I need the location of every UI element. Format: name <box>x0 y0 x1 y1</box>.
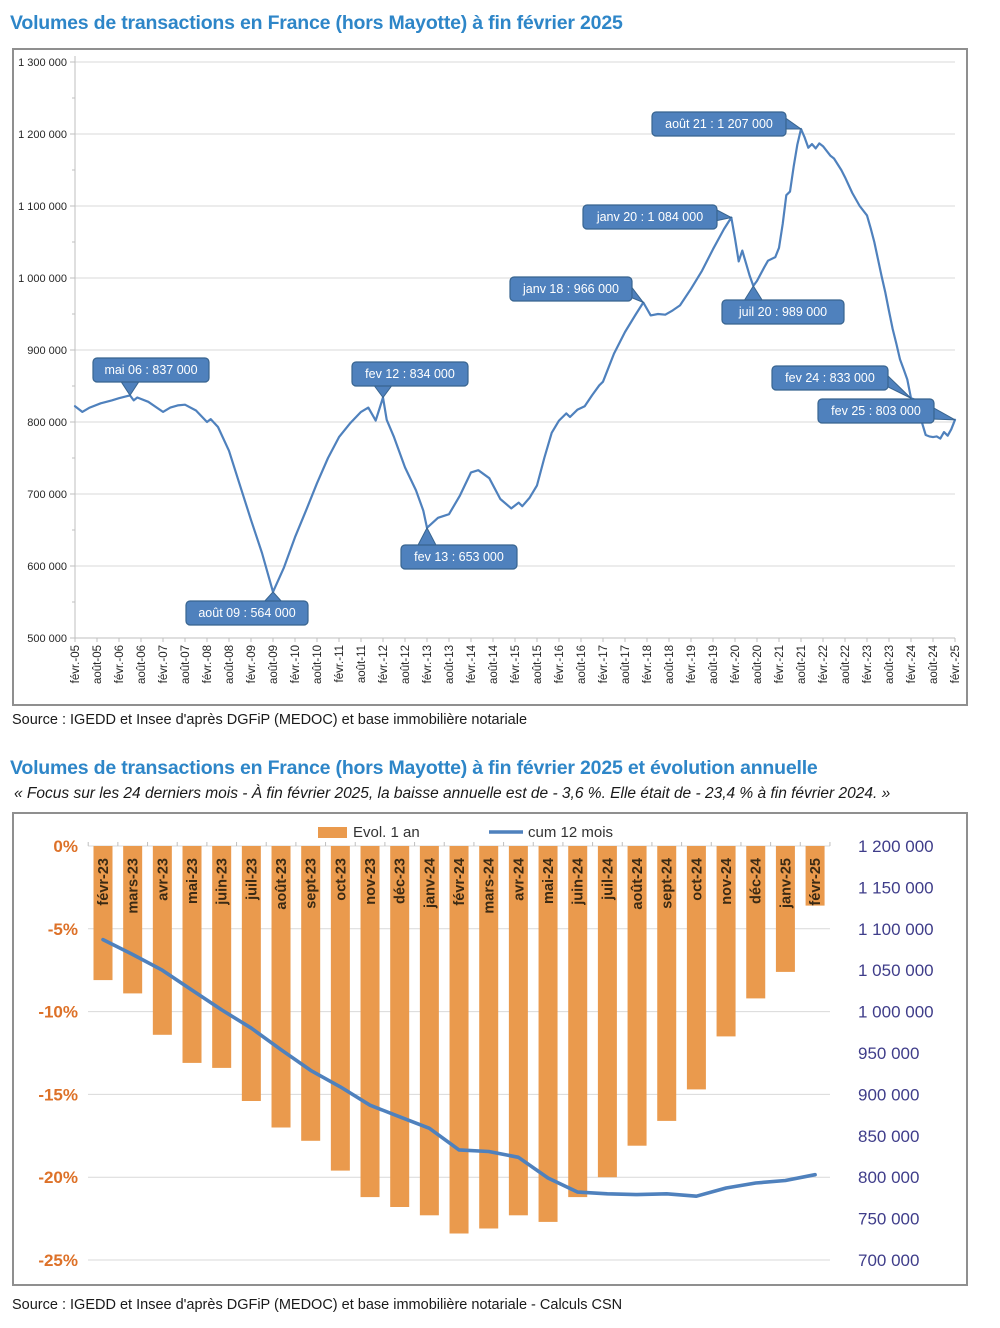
x-tick-label: févr.-22 <box>818 645 830 684</box>
bar-category-label: janv-24 <box>422 858 439 908</box>
left-axis-label: 0% <box>53 837 78 856</box>
legend-bar-swatch <box>318 827 347 838</box>
annotation-label: mai 06 : 837 000 <box>104 363 198 377</box>
x-tick-label: août-06 <box>136 645 148 685</box>
x-tick-label: févr.-08 <box>202 645 214 684</box>
x-tick-label: févr.-21 <box>774 645 786 684</box>
bar-category-label: févr-24 <box>452 858 469 906</box>
x-tick-label: août-09 <box>268 645 280 685</box>
left-axis-label: -15% <box>38 1085 78 1105</box>
x-tick-label: août-05 <box>92 645 104 685</box>
x-tick-label: févr.-13 <box>422 645 434 684</box>
annotation-label: fev 25 : 803 000 <box>831 404 921 418</box>
bar-category-label: juil-24 <box>600 858 617 900</box>
x-tick-label: août-13 <box>444 645 456 685</box>
right-axis-label: 850 000 <box>858 1126 920 1146</box>
x-tick-label: août-08 <box>224 645 236 685</box>
x-tick-label: août-22 <box>840 645 852 685</box>
bar-category-label: nov-23 <box>363 858 380 905</box>
annotation-label: août 09 : 564 000 <box>198 606 296 620</box>
bar-category-label: févr-23 <box>96 858 112 906</box>
x-tick-label: févr.-25 <box>950 645 962 684</box>
bar-category-label: juin-24 <box>570 858 587 905</box>
legend-line-label: cum 12 mois <box>528 824 614 841</box>
x-tick-label: févr.-20 <box>730 645 742 684</box>
x-tick-label: févr.-17 <box>598 645 610 684</box>
bar-category-label: févr-25 <box>808 858 825 906</box>
evolution-chart <box>12 812 968 1286</box>
right-axis-label: 1 200 000 <box>858 837 934 856</box>
x-tick-label: févr.-15 <box>510 645 522 684</box>
bar-category-label: mai-24 <box>541 858 558 904</box>
right-axis-label: 1 100 000 <box>858 919 934 939</box>
x-tick-label: août-16 <box>576 645 588 685</box>
chart1-source: Source : IGEDD et Insee d'après DGFiP (MEDOC) et base immobilière notariale <box>12 712 528 728</box>
y-tick-label: 700 000 <box>27 489 67 501</box>
bar-category-label: sept-24 <box>659 858 676 909</box>
bar-category-label: mai-23 <box>185 858 202 904</box>
x-tick-label: août-14 <box>488 645 500 685</box>
bar-category-label: oct-23 <box>333 858 350 901</box>
x-tick-label: févr.-07 <box>158 645 170 684</box>
annotation-label: juil 20 : 989 000 <box>738 305 828 319</box>
annotation-label: août 21 : 1 207 000 <box>665 117 773 131</box>
x-tick-label: août-07 <box>180 645 192 685</box>
x-tick-label: févr.-09 <box>246 645 258 684</box>
y-tick-label: 1 100 000 <box>18 201 67 213</box>
annotation-tail <box>417 528 437 547</box>
left-axis-label: -25% <box>38 1251 78 1270</box>
y-tick-label: 500 000 <box>27 633 67 645</box>
left-axis-label: -20% <box>38 1168 78 1188</box>
left-axis-label: -5% <box>47 919 78 939</box>
right-axis-label: 700 000 <box>858 1251 920 1270</box>
bar-category-label: mars-24 <box>481 858 498 914</box>
annotation-label: fev 12 : 834 000 <box>365 367 455 381</box>
annotation-tail <box>932 407 955 420</box>
x-tick-label: févr.-19 <box>686 645 698 684</box>
chart2-subtitle: « Focus sur les 24 derniers mois - À fin février 2025, la baisse annuelle est de - 3,6 %. Elle était de - 23,4 % à fin février 2024. » <box>14 785 891 802</box>
right-axis-label: 800 000 <box>858 1168 920 1188</box>
left-axis-label: -10% <box>38 1002 78 1022</box>
x-tick-label: févr.-16 <box>554 645 566 684</box>
right-axis-label: 1 050 000 <box>858 961 934 981</box>
transactions-volume-chart <box>12 48 968 706</box>
x-tick-label: févr.-11 <box>334 645 346 683</box>
annotation-label: fev 13 : 653 000 <box>414 550 504 564</box>
bar-category-label: août-23 <box>274 858 291 910</box>
x-tick-label: févr.-05 <box>70 645 82 684</box>
x-tick-label: févr.-10 <box>290 645 302 684</box>
bar-category-label: sept-23 <box>303 858 320 909</box>
x-tick-label: août-18 <box>664 645 676 685</box>
x-tick-label: févr.-23 <box>862 645 874 684</box>
bar-category-label: janv-25 <box>778 858 795 908</box>
bar-category-label: juil-23 <box>244 858 261 900</box>
bar-category-label: août-24 <box>630 858 647 910</box>
y-tick-label: 600 000 <box>27 561 67 573</box>
x-tick-label: août-12 <box>400 645 412 685</box>
x-tick-label: févr.-14 <box>466 645 478 684</box>
annotation-label: fev 24 : 833 000 <box>785 371 875 385</box>
bar-category-label: juin-23 <box>214 858 231 905</box>
x-tick-label: août-10 <box>312 645 324 685</box>
x-tick-label: févr.-06 <box>114 645 126 684</box>
bar-category-label: nov-24 <box>719 858 736 905</box>
right-axis-label: 1 000 000 <box>858 1002 934 1022</box>
x-tick-label: août-20 <box>752 645 764 685</box>
x-tick-label: août-23 <box>884 645 896 685</box>
y-tick-label: 1 200 000 <box>18 129 67 141</box>
right-axis-label: 750 000 <box>858 1209 920 1229</box>
x-tick-label: août-24 <box>928 645 940 685</box>
annotation-label: janv 18 : 966 000 <box>523 282 619 296</box>
right-axis-label: 950 000 <box>858 1044 920 1063</box>
legend-bar-label: Evol. 1 an <box>353 824 420 841</box>
x-tick-label: août-15 <box>532 645 544 685</box>
right-axis-label: 1 150 000 <box>858 878 934 898</box>
chart2-source: Source : IGEDD et Insee d'après DGFiP (MEDOC) et base immobilière notariale - Calculs CSN <box>12 1297 623 1313</box>
x-tick-label: août-17 <box>620 645 632 685</box>
bar-category-label: avr-23 <box>155 858 172 901</box>
right-axis-label: 900 000 <box>858 1085 920 1105</box>
bar-category-label: oct-24 <box>689 858 706 901</box>
x-tick-label: févr.-24 <box>906 645 918 684</box>
x-tick-label: août-19 <box>708 645 720 685</box>
x-tick-label: févr.-18 <box>642 645 654 684</box>
annotation-label: janv 20 : 1 084 000 <box>596 210 704 224</box>
x-tick-label: août-21 <box>796 645 808 685</box>
bar-category-label: avr-24 <box>511 858 528 901</box>
bar-category-label: déc-23 <box>392 858 409 904</box>
x-tick-label: févr.-12 <box>378 645 390 684</box>
x-tick-label: août-11 <box>356 645 368 684</box>
bar-category-label: déc-24 <box>748 858 765 904</box>
y-tick-label: 800 000 <box>27 417 67 429</box>
y-tick-label: 1 300 000 <box>18 57 67 69</box>
bar-category-label: mars-23 <box>125 858 142 914</box>
y-tick-label: 900 000 <box>27 345 67 357</box>
chart1-title: Volumes de transactions en France (hors Mayotte) à fin février 2025 <box>10 12 623 34</box>
chart2-title: Volumes de transactions en France (hors Mayotte) à fin février 2025 et évolution annuelle <box>10 757 818 779</box>
y-tick-label: 1 000 000 <box>18 273 67 285</box>
